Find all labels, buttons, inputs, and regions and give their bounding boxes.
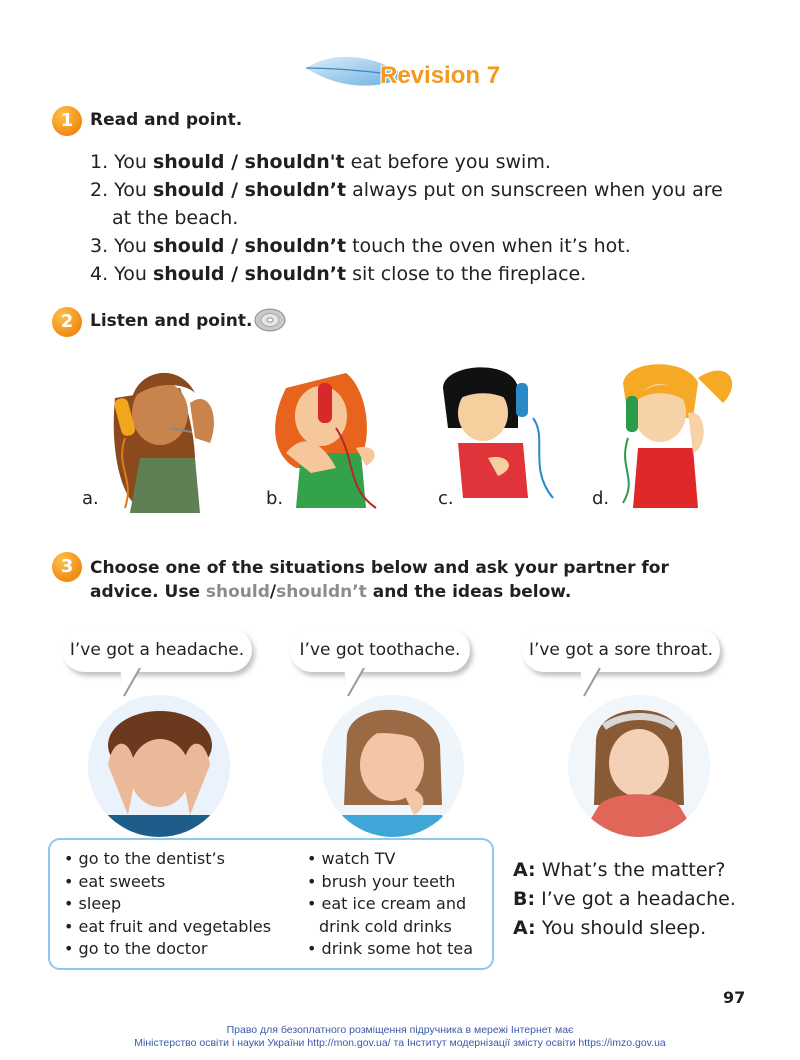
exercise-number-badge: 3 [52, 552, 82, 582]
speech-bubble-sore-throat: I’ve got a sore throat. [522, 628, 720, 672]
girl-b-illustration[interactable] [266, 358, 406, 518]
ideas-box [48, 838, 494, 970]
choice-text[interactable]: should / shouldn’t [152, 179, 347, 201]
list-item: 2. You should / shouldn’t always put on sunscreen when you are at the beach. [90, 179, 723, 229]
exercise-number-badge: 2 [52, 307, 82, 337]
list-item: 4. You should / shouldn’t sit close to the fireplace. [90, 263, 587, 285]
cd-icon[interactable] [254, 307, 286, 333]
bubble-tail-icon [118, 668, 142, 698]
speech-bubble-headache: I’ve got a headache. [62, 628, 252, 672]
example-dialog [513, 856, 736, 943]
list-item: • drink some hot tea [307, 939, 474, 958]
bubble-tail-icon [578, 668, 602, 698]
title-banner [300, 46, 520, 102]
footer-line: Міністерство освіти і науки України http://mon.gov.ua/ та Інститут модернізації змісту освіти https://imzo.gov.ua [134, 1037, 666, 1049]
list-item: • eat ice cream and drink cold drinks [307, 894, 467, 936]
choice-text[interactable]: should / shouldn’t [152, 235, 347, 257]
list-item: 1. You should / shouldn't eat before you swim. [90, 151, 551, 173]
exercise-number-badge: 1 [52, 106, 82, 136]
ideas-list-left [64, 848, 271, 961]
sore-throat-photo[interactable] [568, 695, 710, 837]
choice-text[interactable]: should / shouldn’t [152, 263, 347, 285]
list-item: • go to the dentist’s [64, 849, 225, 868]
exercise-heading: Read and point. [90, 110, 243, 130]
girl-a-illustration[interactable] [100, 358, 240, 518]
headache-photo[interactable] [88, 695, 230, 837]
list-item: • watch TV [307, 849, 396, 868]
girl-d-illustration[interactable] [608, 358, 748, 518]
speech-bubble-toothache: I’ve got toothache. [290, 628, 470, 672]
picture-label: d. [592, 488, 610, 509]
dialog-line: A: What’s the matter? [513, 859, 726, 881]
girl-c-illustration[interactable] [438, 358, 578, 518]
dialog-line: B: I’ve got a headache. [513, 888, 736, 910]
page-number: 97 [723, 988, 746, 1007]
sentence-list [90, 148, 730, 288]
toothache-photo[interactable] [322, 695, 464, 837]
exercise-heading: Listen and point. [90, 311, 253, 331]
list-item: • eat sweets [64, 871, 166, 891]
picture-label: c. [438, 488, 454, 509]
list-item: 3. You should / shouldn’t touch the oven when it’s hot. [90, 235, 631, 257]
picture-label: a. [82, 488, 99, 509]
picture-label: b. [266, 488, 284, 509]
list-item: • go to the doctor [64, 939, 208, 958]
page-title: Revision 7 [380, 62, 501, 89]
choice-text[interactable]: should / shouldn't [152, 151, 345, 173]
dialog-line: A: You should sleep. [513, 917, 707, 939]
bubble-tail-icon [342, 668, 366, 698]
list-item: • brush your teeth [307, 871, 456, 891]
ideas-list-right [307, 848, 487, 961]
exercise-heading: Choose one of the situations below and ask your partner for advice. Use should/shouldn’t and the ideas below. [90, 558, 669, 602]
list-item: • sleep [64, 894, 122, 913]
footer-line: Право для безоплатного розміщення підручника в мережі Інтернет має [226, 1024, 574, 1036]
copyright-footer [0, 1024, 800, 1050]
list-item: • eat fruit and vegetables [64, 916, 272, 936]
